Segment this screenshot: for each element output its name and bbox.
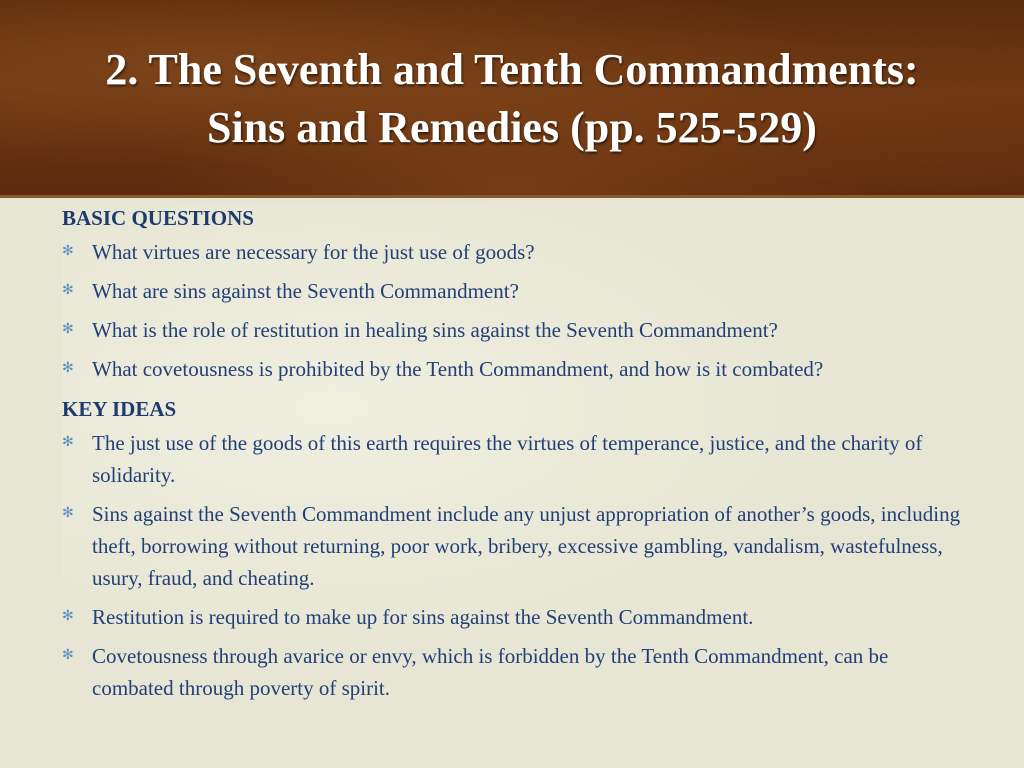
bullet-icon: ✻ bbox=[62, 283, 74, 298]
list-item: ✻ What are sins against the Seventh Commandment? bbox=[62, 275, 962, 307]
list-item: ✻ The just use of the goods of this earth requires the virtues of temperance, justice, and the charity of solidarity. bbox=[62, 427, 962, 491]
section-heading-basic-questions: BASIC QUESTIONS bbox=[62, 206, 254, 230]
list-item: ✻ What covetousness is prohibited by the Tenth Commandment, and how is it combated? bbox=[62, 353, 962, 385]
basic-questions-list bbox=[62, 236, 962, 385]
list-item: ✻ Covetousness through avarice or envy, which is forbidden by the Tenth Commandment, can be combated through poverty of spirit. bbox=[62, 640, 962, 704]
slide-title-line2: Sins and Remedies (pp. 525-529) bbox=[207, 102, 817, 152]
bullet-icon: ✻ bbox=[62, 648, 74, 663]
bullet-icon: ✻ bbox=[62, 361, 74, 376]
slide-body bbox=[62, 204, 962, 711]
list-item: ✻ Restitution is required to make up for sins against the Seventh Commandment. bbox=[62, 601, 962, 633]
bullet-icon: ✻ bbox=[62, 435, 74, 450]
slide-title-line1: 2. The Seventh and Tenth Commandments: bbox=[105, 44, 919, 94]
slide-header bbox=[0, 0, 1024, 197]
list-item: ✻ What is the role of restitution in healing sins against the Seventh Commandment? bbox=[62, 314, 962, 346]
header-divider bbox=[0, 195, 1024, 198]
slide-title bbox=[105, 41, 918, 157]
key-ideas-list bbox=[62, 427, 962, 704]
list-item: ✻ Sins against the Seventh Commandment include any unjust appropriation of another’s goods, including theft, borrowing without returning, poor work, bribery, excessive gambling, vandalism, wastefulness, usury, fraud, and cheating. bbox=[62, 498, 962, 594]
section-heading-key-ideas: KEY IDEAS bbox=[62, 397, 177, 421]
bullet-icon: ✻ bbox=[62, 506, 74, 521]
list-item: ✻ What virtues are necessary for the just use of goods? bbox=[62, 236, 962, 268]
bullet-icon: ✻ bbox=[62, 244, 74, 259]
bullet-icon: ✻ bbox=[62, 609, 74, 624]
bullet-icon: ✻ bbox=[62, 322, 74, 337]
